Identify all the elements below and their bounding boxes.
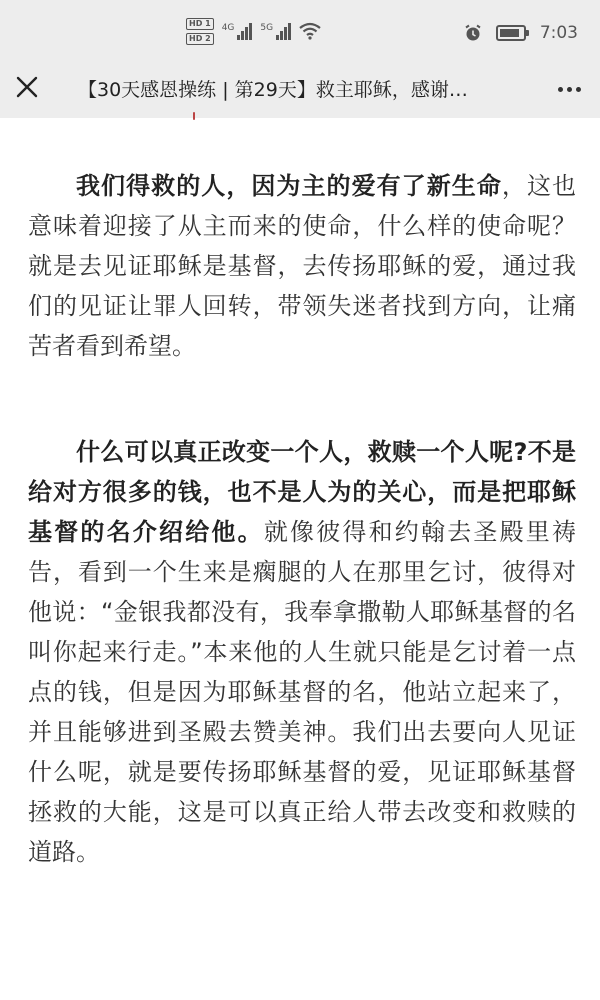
more-button[interactable] — [552, 74, 586, 104]
network1-label: 4G — [221, 22, 235, 33]
article-body — [0, 118, 600, 1000]
top-area — [0, 0, 600, 118]
status-right — [464, 18, 578, 48]
network2-label: 5G — [260, 22, 274, 33]
hd-indicators — [186, 18, 214, 45]
battery-level — [500, 29, 519, 37]
signal-icon — [222, 23, 253, 40]
close-icon — [12, 72, 42, 102]
article-paragraph — [28, 432, 576, 872]
paragraph-text: 就像彼得和约翰去圣殿里祷告，看到一个生来是瘸腿的人在那里乞讨，彼得对他说：“金银我都没有，我奉拿撒勒人耶稣基督的名叫你起来行走。”本来他的人生就只能是乞讨着一点点的钱，但是因为耶稣基督的名，他站立起来了，并且能够进到圣殿去赞美神。我们出去要向人见证什么呢，就是要传扬耶稣基督的爱，见证耶稣基督拯救的大能，这是可以真正给人带去改变和救赎的道路。 — [28, 518, 577, 866]
page-title: 【30天感恩操练 | 第29天】救主耶稣，感谢… — [78, 79, 468, 101]
close-button[interactable] — [12, 72, 42, 102]
wifi-icon — [299, 22, 321, 40]
paragraph-emphasis: 我们得救的人，因为主的爱有了新生命 — [76, 172, 502, 200]
hd1-badge: HD 1 — [186, 18, 214, 30]
more-icon — [558, 87, 563, 92]
text-fragment — [193, 112, 195, 120]
paragraph-emphasis: 什么可以真正改变一个人，救赎一个人呢?不是给对方很多的钱，也不是人为的关心，而是把耶稣基督的名介绍给他。 — [28, 438, 576, 546]
status-bar — [0, 0, 600, 60]
status-time: 7:03 — [539, 23, 578, 43]
nav-bar — [0, 60, 600, 118]
alarm-icon — [464, 24, 482, 42]
more-icon-dot — [576, 87, 581, 92]
hd2-badge: HD 2 — [186, 33, 214, 45]
signal-icon-2 — [260, 23, 291, 40]
battery-icon — [496, 25, 526, 41]
more-icon-dot — [567, 87, 572, 92]
paragraph-text: ，这也意味着迎接了从主而来的使命，什么样的使命呢？就是去见证耶稣是基督，去传扬耶稣的爱，通过我们的见证让罪人回转，带领失迷者找到方向，让痛苦者看到希望。 — [28, 172, 577, 360]
article-paragraph — [28, 166, 576, 366]
status-icons — [186, 14, 321, 48]
